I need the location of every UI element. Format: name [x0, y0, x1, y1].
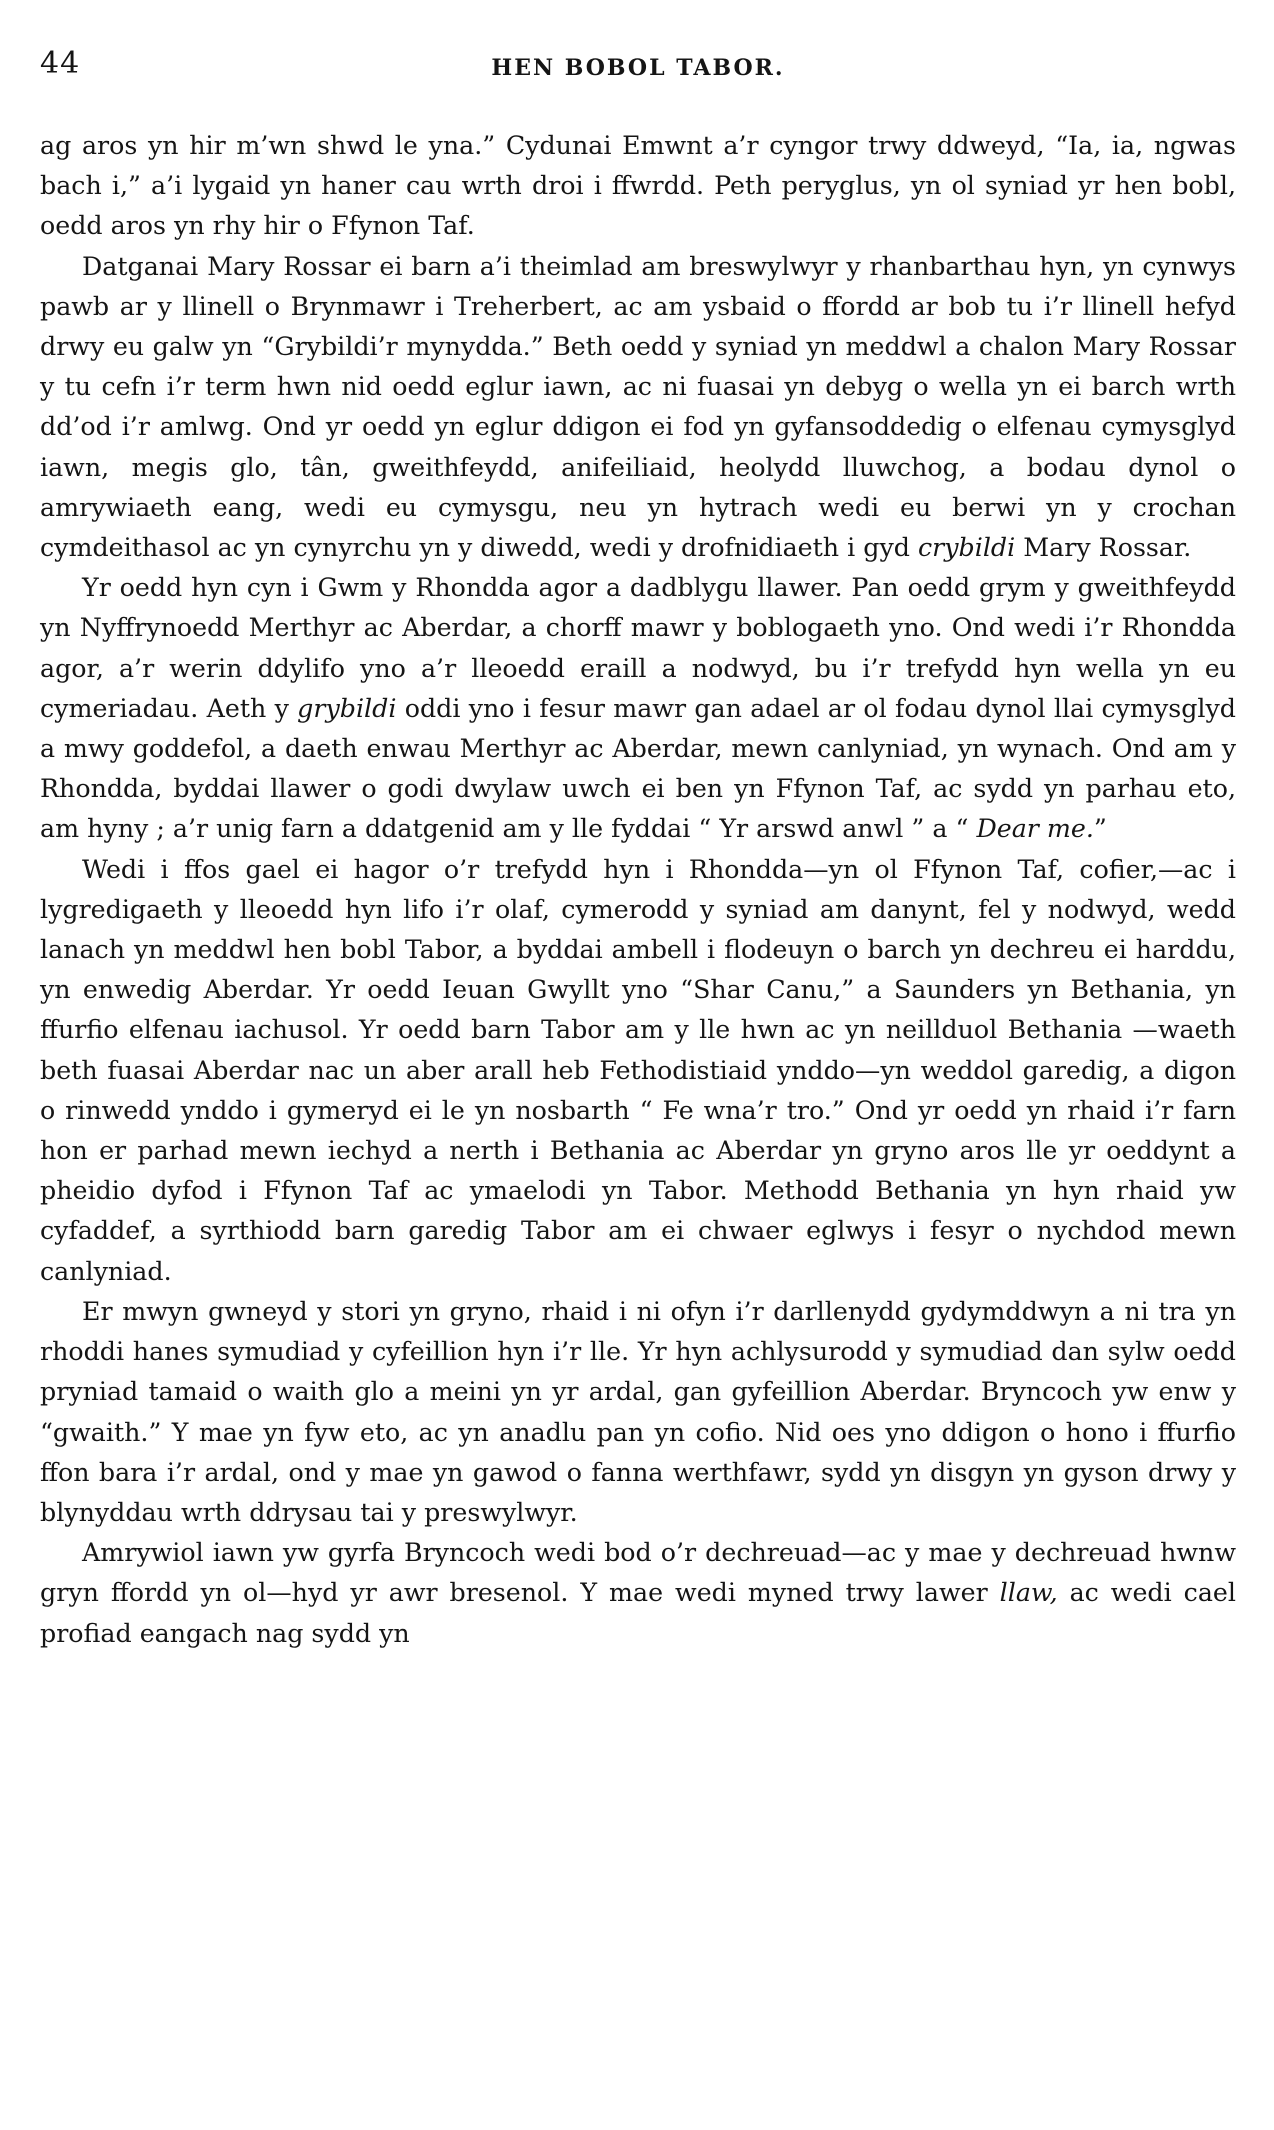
book-page — [40, 46, 1236, 2116]
paragraph-text: oddi yno i fesur mawr gan adael ar ol fodau dynol llai cymysglyd a mwy goddefol, a daeth enwau Merthyr ac Aberdar, mewn canlyniad, yn wynach. Ond am y Rhondda, byddai llawer o godi dwylaw uwch ei ben yn Ffynon Taf, ac sydd yn parhau eto, am hyny ; a’r unig farn a ddatgenid am y lle fyddai “ Yr arswd anwl ” a “ — [40, 693, 1236, 844]
paragraph-1 — [40, 126, 1236, 247]
running-title: HEN BOBOL TABOR. — [491, 55, 785, 81]
paragraph-text: ” — [1093, 814, 1107, 844]
paragraph-3 — [40, 568, 1236, 849]
paragraph-text: Wedi i ffos gael ei hagor o’r trefydd hyn i Rhondda—yn ol Ffynon Taf, cofier,—ac i lygredigaeth y lleoedd hyn lifo i’r olaf, cymerodd y syniad am danynt, fel y nodwyd, wedd lanach yn meddwl hen bobl Tabor, a byddai ambell i flodeuyn o barch yn dechreu ei harddu, yn enwedig Aberdar. Yr oedd Ieuan Gwyllt yno “Shar Canu,” a Saunders yn Bethania, yn ffurfio elfenau iachusol. Yr oedd barn Tabor am y lle hwn ac yn neillduol Bethania —waeth beth fuasai Aberdar nac un aber arall heb Fethodistiaid ynddo—yn weddol garedig, a digon o rinwedd ynddo i gymeryd ei le yn nosbarth “ Fe wna’r tro.” Ond yr oedd yn rhaid i’r farn hon er parhad mewn iechyd a nerth i Bethania ac Aberdar yn gryno aros lle yr oeddynt a pheidio dyfod i Ffynon Taf ac ymaelodi yn Tabor. Methodd Bethania yn hyn rhaid yw cyfaddef, a syrthiodd barn garedig Tabor am ei chwaer eglwys i fesyr o nychdod mewn canlyniad. — [40, 854, 1236, 1286]
page-header — [40, 46, 1236, 104]
paragraph-6 — [40, 1533, 1236, 1654]
italic-word: llaw, — [999, 1578, 1058, 1608]
paragraph-text: Datganai Mary Rossar ei barn a’i theimlad am breswylwyr y rhanbarthau hyn, yn cynwys pawb ar y llinell o Brynmawr i Treherbert, ac am ysbaid o ffordd ar bob tu i’r llinell hefyd drwy eu galw yn “Grybildi’r mynydda.” Beth oedd y syniad yn meddwl a chalon Mary Rossar y tu cefn i’r term hwn nid oedd eglur iawn, ac ni fuasai yn debyg o wella yn ei barch wrth dd’od i’r amlwg. Ond yr oedd yn eglur ddigon ei fod yn gyfansoddedig o elfenau cymysglyd iawn, megis glo, tân, gweithfeydd, anifeiliaid, heolydd lluwchog, a bodau dynol o amrywiaeth eang, wedi eu cymysgu, neu yn hytrach wedi eu berwi yn y crochan cymdeithasol ac yn cynyrchu yn y diwedd, wedi y drofnidiaeth i gyd — [40, 251, 1236, 563]
page-number: 44 — [40, 46, 81, 81]
italic-word: grybildi — [297, 693, 397, 723]
paragraph-2 — [40, 247, 1236, 569]
paragraph-5 — [40, 1292, 1236, 1533]
paragraph-text: Amrywiol iawn yw gyrfa Bryncoch wedi bod o’r dechreuad—ac y mae y dechreuad hwnw gryn ffordd yn ol—hyd yr awr bresenol. Y mae wedi myned trwy lawer — [40, 1538, 1236, 1608]
paragraph-4 — [40, 850, 1236, 1292]
italic-word: crybildi — [918, 533, 1016, 563]
paragraph-text: Yr oedd hyn cyn i Gwm y Rhondda agor a dadblygu llawer. Pan oedd grym y gweithfeydd yn Nyffrynoedd Merthyr ac Aberdar, a chorff mawr y boblogaeth yno. Ond wedi i’r Rhondda agor, a’r werin ddylifo yno a’r lleoedd eraill a nodwyd, bu i’r trefydd hyn wella yn eu cymeriadau. Aeth y — [40, 573, 1236, 723]
paragraph-text: ac wedi cael profiad eangach nag sydd yn — [40, 1578, 1236, 1648]
paragraph-text: Mary Rossar. — [1015, 533, 1192, 563]
paragraph-text: Er mwyn gwneyd y stori yn gryno, rhaid i ni ofyn i’r darllenydd gydymddwyn a ni tra yn rhoddi hanes symudiad y cyfeillion hyn i’r lle. Yr hyn achlysurodd y symudiad dan sylw oedd pryniad tamaid o waith glo a meini yn yr ardal, gan gyfeillion Aberdar. Bryncoch yw enw y “gwaith.” Y mae yn fyw eto, ac yn anadlu pan yn cofio. Nid oes yno ddigon o hono i ffurfio ffon bara i’r ardal, ond y mae yn gawod o fanna werthfawr, sydd yn disgyn yn gyson drwy y blynyddau wrth ddrysau tai y preswylwyr. — [40, 1296, 1236, 1527]
paragraph-text: ag aros yn hir m’wn shwd le yna.” Cydunai Emwnt a’r cyngor trwy ddweyd, “Ia, ia, ngwas bach i,” a’i lygaid yn haner cau wrth droi i ffwrdd. Peth peryglus, yn ol syniad yr hen bobl, oedd aros yn rhy hir o Ffynon Taf. — [40, 131, 1236, 241]
body-text — [40, 126, 1236, 1654]
italic-phrase: Dear me. — [976, 814, 1094, 844]
